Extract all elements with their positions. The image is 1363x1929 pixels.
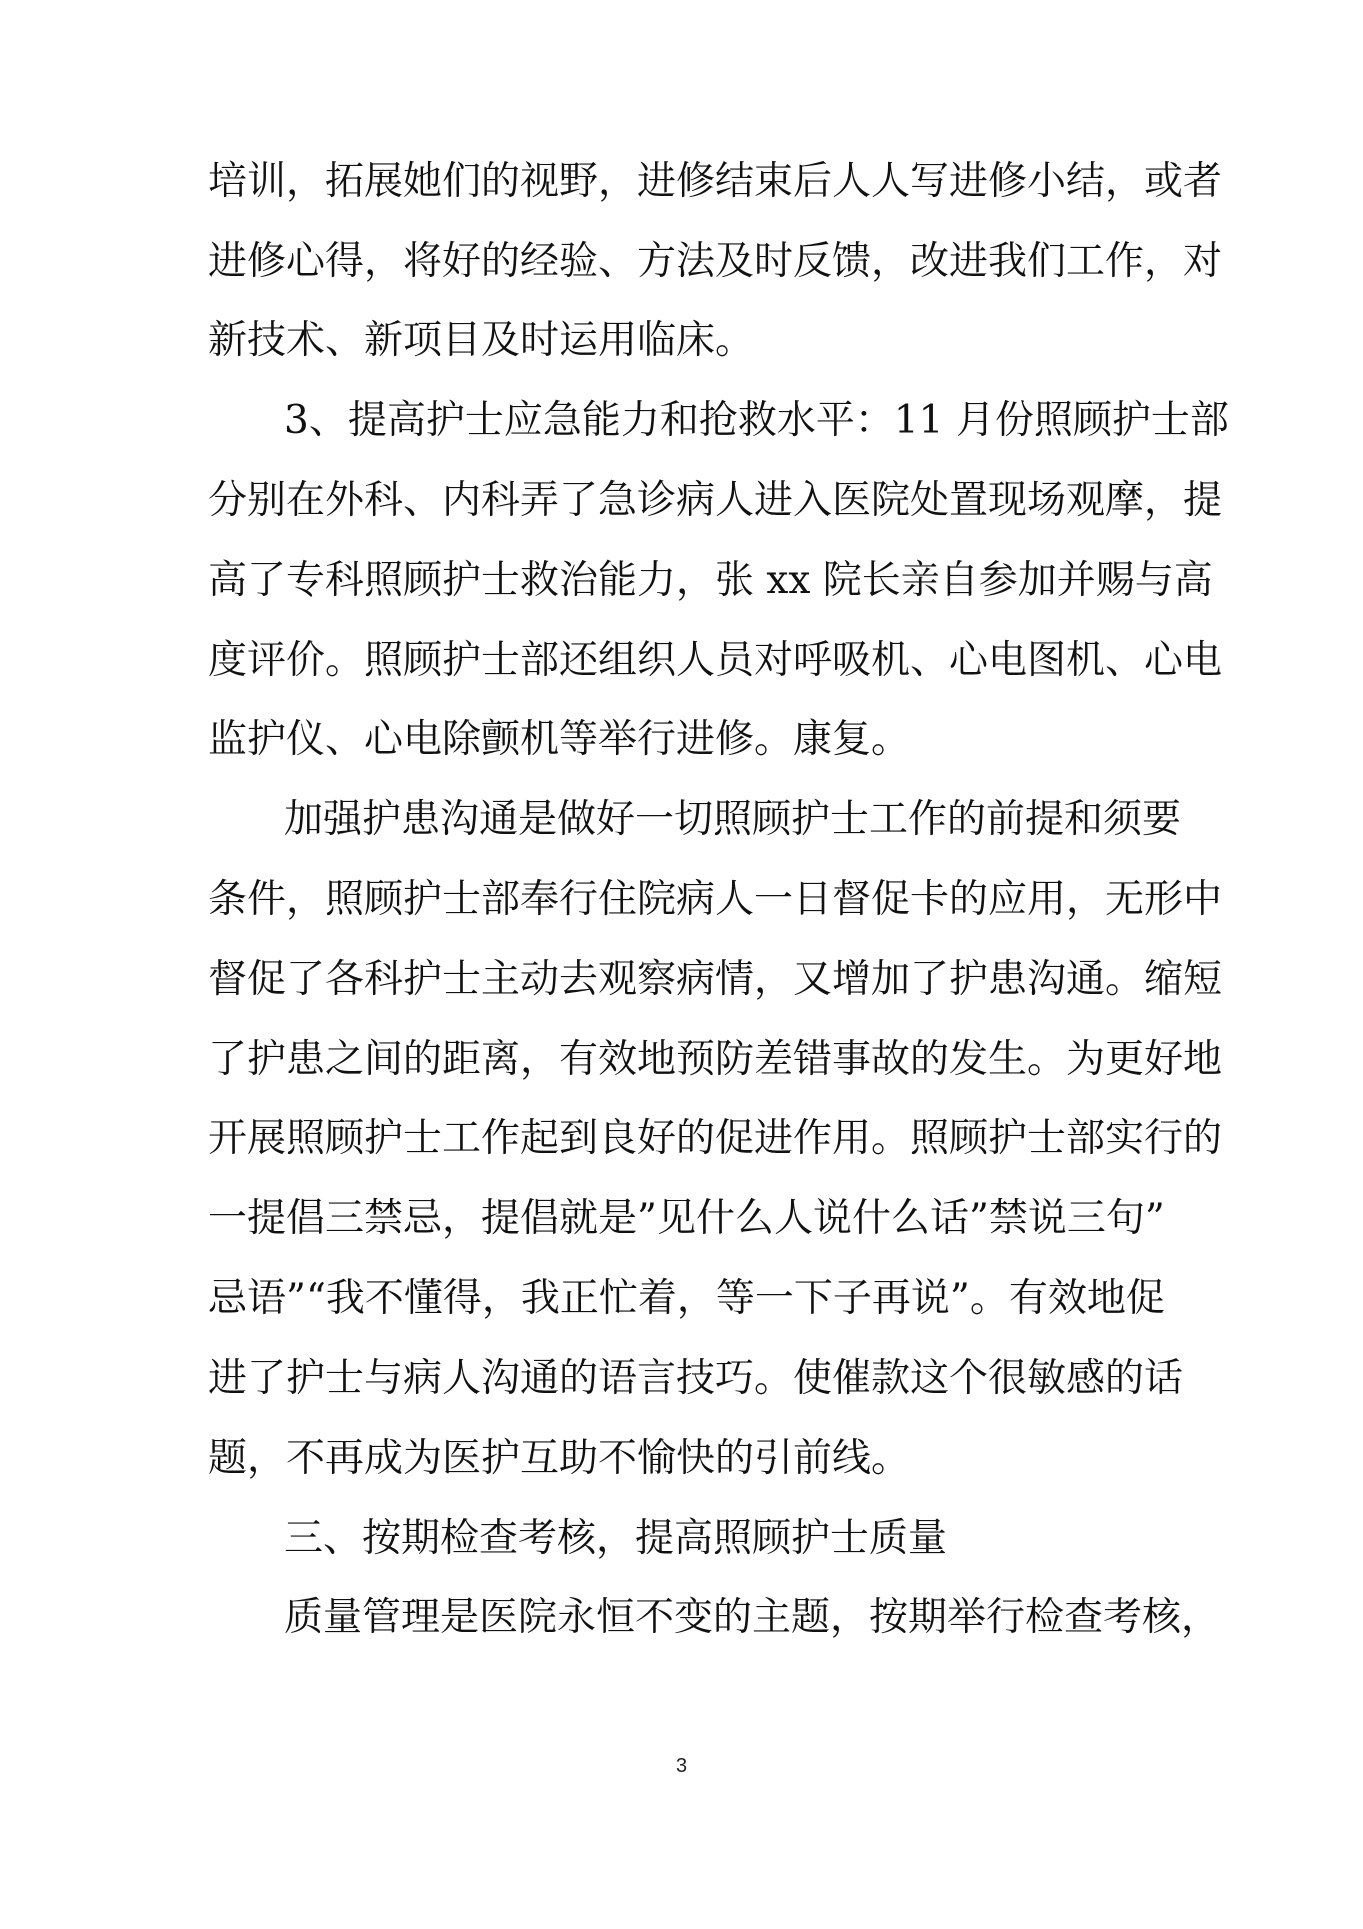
text-line: 督促了各科护士主动去观察病情，又增加了护患沟通。缩短 <box>208 957 1223 1002</box>
text-line: 条件，照顾护士部奉行住院病人一日督促卡的应用，无形中 <box>208 877 1223 922</box>
text-line: 新技术、新项目及时运用临床。 <box>208 318 755 363</box>
text-line: 了护患之间的距离，有效地预防差错事故的发生。为更好地 <box>208 1037 1223 1082</box>
paragraph-start-line: 加强护患沟通是做好一切照顾护士工作的前提和须要 <box>284 797 1182 842</box>
page-number: 3 <box>675 1755 688 1777</box>
text-line: 监护仪、心电除颤机等举行进修。康复。 <box>208 717 911 762</box>
text-line: 培训，拓展她们的视野，进修结束后人人写进修小结，或者 <box>208 159 1223 204</box>
text-line: 高了专科照顾护士救治能力，张 xx 院长亲自参加并赐与高 <box>208 558 1213 603</box>
text-line: 开展照顾护士工作起到良好的促进作用。照顾护士部实行的 <box>208 1116 1223 1161</box>
paragraph-start-line: 3、提高护士应急能力和抢救水平：11 月份照顾护士部 <box>284 398 1229 443</box>
paragraph-start-line: 质量管理是医院永恒不变的主题，按期举行检查考核， <box>284 1595 1221 1640</box>
section-heading: 三、按期检查考核，提高照顾护士质量 <box>284 1516 948 1561</box>
text-line: 忌语”“我不懂得，我正忙着，等一下子再说”。有效地促 <box>208 1276 1165 1321</box>
text-line: 度评价。照顾护士部还组织人员对呼吸机、心电图机、心电 <box>208 638 1223 683</box>
text-line: 分别在外科、内科弄了急诊病人进入医院处置现场观摩，提 <box>208 478 1223 523</box>
text-line: 一提倡三禁忌，提倡就是”见什么人说什么话”禁说三句” <box>208 1196 1165 1241</box>
text-line: 进了护士与病人沟通的语言技巧。使催款这个很敏感的话 <box>208 1356 1184 1401</box>
text-line: 题，不再成为医护互助不愉快的引前线。 <box>208 1436 911 1481</box>
text-line: 进修心得，将好的经验、方法及时反馈，改进我们工作，对 <box>208 239 1223 284</box>
